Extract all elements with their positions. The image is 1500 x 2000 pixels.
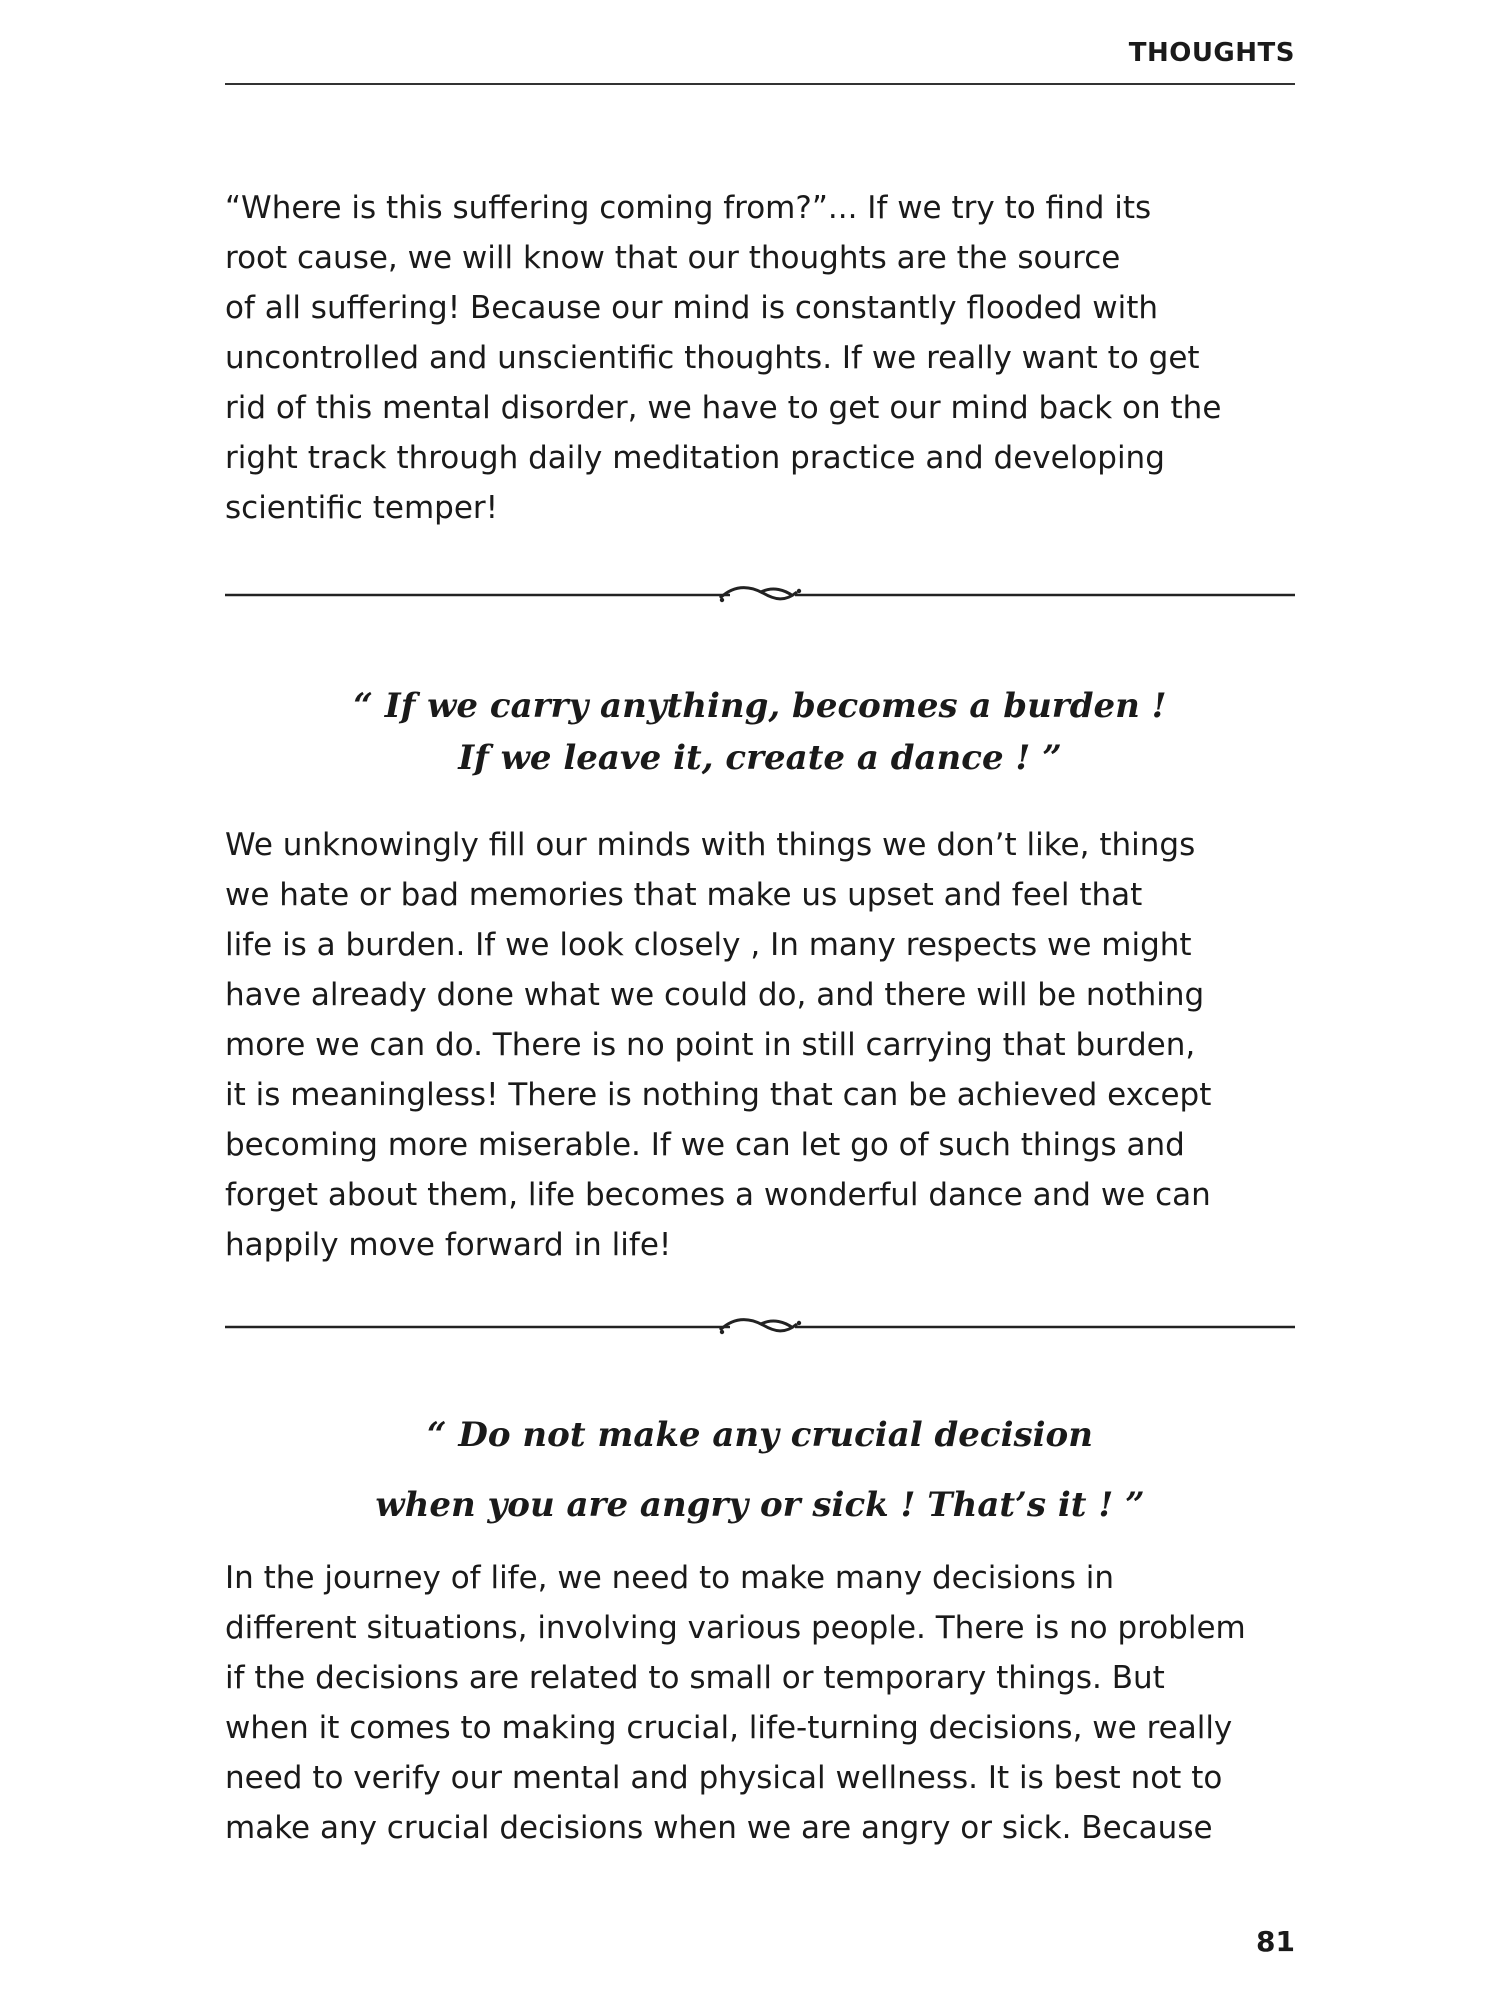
paragraph-burden [225,820,1315,1270]
pull-quote-burden [225,680,1295,784]
paragraph-line: root cause, we will know that our thoughts are the source [225,240,1121,276]
paragraph-line: becoming more miserable. If we can let go of such things and [225,1127,1185,1163]
paragraph-line: need to verify our mental and physical wellness. It is best not to [225,1760,1223,1796]
quote-line: If we leave it, create a dance ! ” [458,738,1062,778]
paragraph-line: we hate or bad memories that make us upset and feel that [225,877,1143,913]
paragraph-line: of all suffering! Because our mind is constantly flooded with [225,290,1159,326]
page-number: 81 [1256,1925,1295,1958]
paragraph-line: happily move forward in life! [225,1227,672,1263]
paragraph-suffering [225,183,1315,533]
paragraph-line: uncontrolled and unscientific thoughts. If we really want to get [225,340,1200,376]
pull-quote-decision [225,1400,1295,1540]
paragraph-line: more we can do. There is no point in still carrying that burden, [225,1027,1196,1063]
quote-line: “ If we carry anything, becomes a burden ! [353,686,1167,726]
running-head-title: THOUGHTS [1128,38,1295,68]
quote-line: when you are angry or sick ! That’s it ! ” [375,1485,1145,1525]
paragraph-line: different situations, involving various people. There is no problem [225,1610,1246,1646]
paragraph-line: In the journey of life, we need to make many decisions in [225,1560,1115,1596]
paragraph-line: if the decisions are related to small or temporary things. But [225,1660,1165,1696]
header-rule [225,83,1295,85]
paragraph-decision [225,1553,1315,1853]
paragraph-line: forget about them, life becomes a wonderful dance and we can [225,1177,1211,1213]
paragraph-line: “Where is this suffering coming from?”... If we try to find its [225,190,1152,226]
paragraph-line: it is meaningless! There is nothing that can be achieved except [225,1077,1212,1113]
paragraph-line: We unknowingly fill our minds with things we don’t like, things [225,827,1196,863]
paragraph-line: have already done what we could do, and there will be nothing [225,977,1205,1013]
paragraph-line: rid of this mental disorder, we have to get our mind back on the [225,390,1222,426]
paragraph-line: life is a burden. If we look closely , In many respects we might [225,927,1192,963]
paragraph-line: right track through daily meditation practice and developing [225,440,1165,476]
section-divider-ornament [225,580,1295,610]
paragraph-line: make any crucial decisions when we are angry or sick. Because [225,1810,1213,1846]
paragraph-line: when it comes to making crucial, life-turning decisions, we really [225,1710,1233,1746]
quote-line: “ Do not make any crucial decision [427,1415,1093,1455]
paragraph-line: scientific temper! [225,490,499,526]
section-divider-ornament [225,1312,1295,1342]
